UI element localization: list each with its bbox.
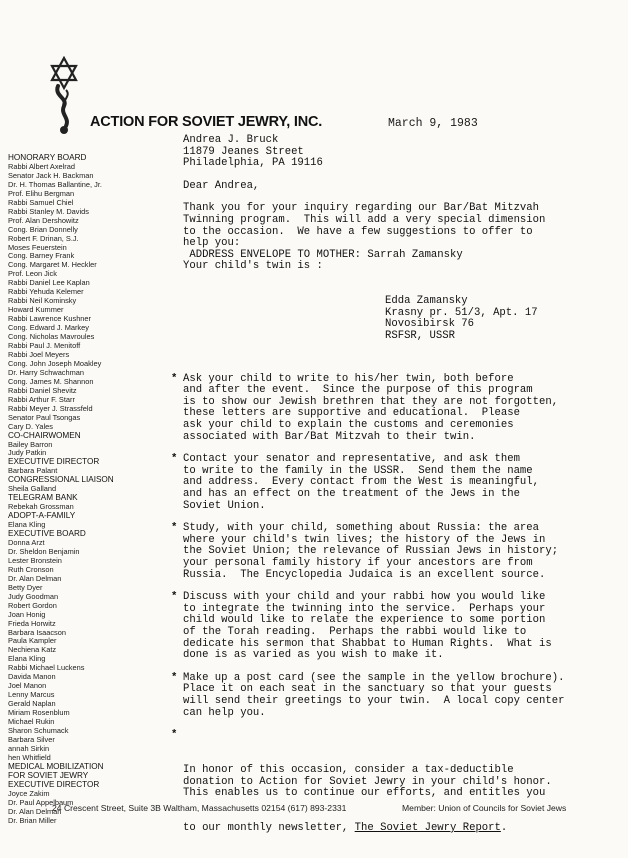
executive-board-member: Elana Kling xyxy=(8,654,46,664)
honorary-board-member: Robert F. Drinan, S.J. xyxy=(8,233,79,243)
suggestion-line: Ask your child to write to his/her twin, both before xyxy=(183,372,514,385)
suggestion-line: dedicate his sermon that Shabbat to Human Rights. What is xyxy=(183,637,552,650)
recipient-address xyxy=(183,135,619,170)
executive-board-heading: EXECUTIVE BOARD xyxy=(8,529,86,539)
suggestion-item xyxy=(171,372,619,444)
executive-board-member: Judy Goodman xyxy=(8,591,59,601)
executive-director: Barbara Palant xyxy=(8,466,58,476)
twin-address xyxy=(385,296,619,342)
suggestion-line: these letters are supportive and educational. Please xyxy=(183,407,520,420)
executive-board-member: Lenny Marcus xyxy=(8,690,55,700)
letter-body xyxy=(171,134,619,858)
honorary-board-member: Cong. Edward J. Markey xyxy=(8,323,89,333)
letterhead-footer xyxy=(52,803,622,813)
suggestion-line: Make up a post card (see the sample in the yellow brochure). xyxy=(183,671,565,684)
medical-mobilization-member: Dr. Brian Miller xyxy=(8,815,57,825)
executive-board-member: Rabbi Michael Luckens xyxy=(8,663,85,673)
honorary-board-member: Rabbi Daniel Shevitz xyxy=(8,385,77,395)
suggestion-line: and address. Every contact from the West is meaningful, xyxy=(183,476,540,489)
suggestion-line: Study, with your child, something about Russia: the area xyxy=(183,522,540,535)
medical-mobilization-member: Dr. Alan Delman xyxy=(8,806,62,816)
suggestion-list xyxy=(171,372,619,730)
honorary-board-member: Cary D. Yales xyxy=(8,421,53,431)
executive-board-member: Sharon Schumack xyxy=(8,726,69,735)
twin-address-block xyxy=(183,261,619,365)
congressional-liaison: Sheila Galland xyxy=(8,484,57,494)
honorary-board-member: Dr. H. Thomas Ballantine, Jr. xyxy=(8,179,102,189)
honorary-board-heading: HONORARY BOARD xyxy=(8,153,87,162)
honorary-board-member: Rabbi Arthur F. Starr xyxy=(8,394,75,404)
executive-board-member: Lester Bronstein xyxy=(8,555,62,565)
honorary-board-member: Rabbi Neil Kominsky xyxy=(8,296,77,306)
newsletter-title: The Soviet Jewry Report xyxy=(354,821,501,834)
executive-board-member: Paula Kampler xyxy=(8,636,57,646)
executive-board-member: Michael Rukin xyxy=(8,717,55,727)
org-logo-icon xyxy=(44,56,84,136)
honorary-board-member: Prof. Alan Dershowitz xyxy=(8,215,79,225)
last-line-prefix: to our monthly newsletter, xyxy=(183,821,355,834)
bullet-star-icon: * xyxy=(171,671,178,684)
honorary-board-member: Rabbi Stanley M. Davids xyxy=(8,206,89,216)
suggestion-line: to write to the family in the USSR. Send them the name xyxy=(183,464,533,477)
footer-membership: Member: Union of Councils for Soviet Jews xyxy=(402,803,567,813)
honorary-board-member: Prof. Elihu Bergman xyxy=(8,188,75,198)
suggestion-line: In honor of this occasion, consider a tax-deductible xyxy=(183,763,514,776)
recipient-line: Andrea J. Bruck xyxy=(183,134,279,146)
medical-executive-director-heading: EXECUTIVE DIRECTOR xyxy=(8,779,100,789)
executive-director-heading: EXECUTIVE DIRECTOR xyxy=(8,457,100,467)
twin-label: Your child's twin is : xyxy=(183,260,323,273)
honorary-board-member: Dr. Harry Schwachman xyxy=(8,367,84,377)
executive-board-member: Miriam Rosenblum xyxy=(8,708,70,718)
executive-board-member: hen Whitfield xyxy=(8,752,51,762)
executive-board-member: Davida Manon xyxy=(8,672,56,682)
suggestion-line: will send their greetings to your twin. A local copy center xyxy=(183,694,565,707)
suggestion-line: Soviet Union. xyxy=(183,499,266,512)
last-line-suffix: . xyxy=(500,821,508,834)
suggestion-line: donation to Action for Soviet Jewry in your child's honor. xyxy=(183,775,552,788)
suggestion-item xyxy=(171,729,619,858)
letter-date: March 9, 1983 xyxy=(388,117,478,130)
envelope-instruction: ADDRESS ENVELOPE TO MOTHER: Sarrah Zamansky xyxy=(183,248,463,261)
honorary-board-member: Prof. Leon Jick xyxy=(8,269,57,279)
executive-board-member: Dr. Alan Delman xyxy=(8,573,62,583)
bullet-star-icon: * xyxy=(171,372,178,385)
twin-address-line: Krasny pr. 51/3, Apt. 17 xyxy=(385,306,538,319)
executive-board-member: Nechiena Katz xyxy=(8,645,57,655)
executive-board-member: Betty Dyer xyxy=(8,582,43,592)
honorary-board-member: Cong. John Joseph Moakley xyxy=(8,358,102,368)
suggestion-line: can help you. xyxy=(183,706,266,719)
suggestion-line: the Soviet Union; the relevance of Russian Jews in history; xyxy=(183,545,559,558)
suggestion-item xyxy=(171,671,619,719)
honorary-board-member: Cong. Nicholas Mavroules xyxy=(8,332,95,342)
suggestion-line: done is as varied as you wish to make it. xyxy=(183,649,444,662)
suggestion-line: where your child's twin lives; the history of the Jews in xyxy=(183,533,546,546)
sidebar-roster xyxy=(8,154,158,825)
honorary-board-member: Howard Kummer xyxy=(8,305,64,315)
adopt-a-family-heading: ADOPT-A-FAMILY xyxy=(8,511,76,521)
bullet-star-icon: * xyxy=(171,522,178,535)
suggestion-item xyxy=(171,522,619,581)
suggestion-line: ask your child to explain the customs and ceremonies xyxy=(183,419,514,432)
honorary-board-member: Rabbi Lawrence Kushner xyxy=(8,314,91,324)
medical-mobilization-heading: FOR SOVIET JEWRY xyxy=(8,770,89,780)
honorary-board-member: Senator Jack H. Backman xyxy=(8,170,94,180)
intro-paragraph xyxy=(183,203,619,249)
suggestion-line: and after the event. Since the purpose of this program xyxy=(183,384,533,397)
executive-board-member: Joel Manon xyxy=(8,681,47,691)
executive-board-member: Donna Arzt xyxy=(8,537,45,547)
honorary-board-member: Senator Paul Tsongas xyxy=(8,412,81,422)
honorary-board-member: Cong. Brian Donnelly xyxy=(8,224,78,234)
adopt-a-family: Elana Kling xyxy=(8,520,46,530)
medical-mobilization-member: Joyce Zakim xyxy=(8,788,50,798)
suggestion-line: Russia. The Encyclopedia Judaica is an excellent source. xyxy=(183,568,546,581)
intro-line: Twinning program. This will add a very special dimension xyxy=(183,213,546,226)
telegram-bank-heading: TELEGRAM BANK xyxy=(8,493,78,503)
intro-line: Thank you for your inquiry regarding our Bar/Bat Mitzvah xyxy=(183,202,540,215)
suggestion-line: associated with Bar/Bat Mitzvah to their twin. xyxy=(183,430,476,443)
twin-address-line: RSFSR, USSR xyxy=(385,329,455,342)
co-chairwomen-heading: CO-CHAIRWOMEN xyxy=(8,430,81,440)
bullet-star-icon: * xyxy=(171,591,178,604)
salutation: Dear Andrea, xyxy=(183,179,260,192)
honorary-board-member: Cong. Barney Frank xyxy=(8,251,75,261)
suggestion-item xyxy=(171,453,619,512)
intro-line: to the occasion. We have a few suggestions to offer to xyxy=(183,225,533,238)
medical-mobilization-heading: MEDICAL MOBILIZATION xyxy=(8,761,104,771)
honorary-board-member: Rabbi Meyer J. Strassfeld xyxy=(8,403,93,413)
organization-name: ACTION FOR SOVIET JEWRY, INC. xyxy=(90,114,323,130)
suggestion-line: This enables us to continue our efforts, and entitles you xyxy=(183,787,546,800)
recipient-line: 11879 Jeanes Street xyxy=(183,145,304,158)
honorary-board-member: Rabbi Albert Axelrad xyxy=(8,161,75,171)
suggestion-item xyxy=(171,591,619,662)
co-chairwoman: Bailey Barron xyxy=(8,439,53,449)
congressional-liaison-heading: CONGRESSIONAL LIAISON xyxy=(8,475,114,485)
suggestion-line: Contact your senator and representative, and ask them xyxy=(183,453,520,466)
executive-board-member: annah Sirkin xyxy=(8,743,50,753)
honorary-board-member: Cong. Margaret M. Heckler xyxy=(8,260,97,270)
twin-address-line: Edda Zamansky xyxy=(385,295,468,308)
suggestion-line: of the Torah reading. Perhaps the rabbi would like to xyxy=(183,625,527,638)
bullet-star-icon: * xyxy=(171,453,178,466)
suggestion-line: to integrate the twinning into the service. Perhaps your xyxy=(183,602,546,615)
executive-board-member: Barbara Silver xyxy=(8,734,55,744)
honorary-board-member: Moses Feuerstein xyxy=(8,242,67,252)
suggestion-line: your personal family history if your ancestors are from xyxy=(183,557,533,569)
suggestion-line: and has an effect on the treatment of the Jews in the xyxy=(183,488,520,501)
executive-board-member: Joan Honig xyxy=(8,609,46,619)
bullet-star-icon: * xyxy=(171,729,178,742)
telegram-bank: Rebekah Grossman xyxy=(8,502,74,512)
honorary-board-member: Rabbi Yehuda Kelemer xyxy=(8,287,84,297)
executive-board-member: Robert Gordon xyxy=(8,600,57,610)
recipient-line: Philadelphia, PA 19116 xyxy=(183,157,323,170)
honorary-board-member: Rabbi Paul J. Menitoff xyxy=(8,341,81,351)
footer-address: 24 Crescent Street, Suite 3B Waltham, Massachusetts 02154 (617) 893-2331 xyxy=(52,803,347,813)
suggestion-line: is to show our Jewish brethren that they are not forgotten, xyxy=(183,395,559,408)
honorary-board-member: Rabbi Samuel Chiel xyxy=(8,197,74,207)
honorary-board-member: Cong. James M. Shannon xyxy=(8,376,94,386)
suggestion-line: Discuss with your child and your rabbi how you would like xyxy=(183,591,546,604)
suggestion-line: Place it on each seat in the sanctuary so that your guests xyxy=(183,683,552,696)
honorary-board-member: Rabbi Joel Meyers xyxy=(8,349,70,359)
executive-board-member: Dr. Sheldon Benjamin xyxy=(8,546,80,556)
executive-board-member: Gerald Naplan xyxy=(8,699,56,709)
medical-mobilization-member: Dr. Paul Appelbaum xyxy=(8,797,74,807)
suggestion-line: child would like to relate the experience to some portion xyxy=(183,614,546,627)
executive-board-member: Barbara Isaacson xyxy=(8,627,66,637)
executive-board-member: Ruth Cronson xyxy=(8,564,54,574)
twin-address-line: Novosibirsk 76 xyxy=(385,318,475,331)
executive-board-member: Frieda Horwitz xyxy=(8,618,56,628)
co-chairwoman: Judy Patkin xyxy=(8,448,47,458)
honorary-board-member: Rabbi Daniel Lee Kaplan xyxy=(8,278,90,288)
intro-line: help you: xyxy=(183,237,241,250)
